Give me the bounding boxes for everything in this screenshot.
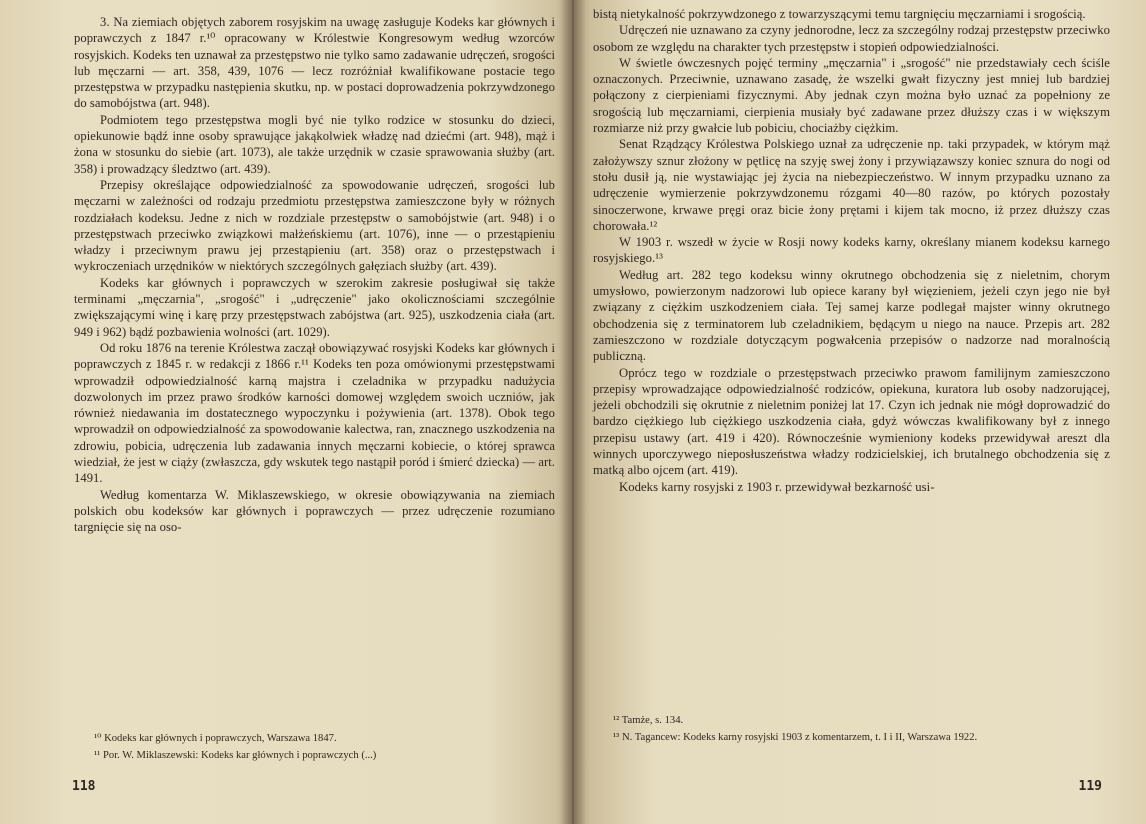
paragraph: Senat Rządzący Królestwa Polskiego uznał za udręczenie np. taki przypadek, w którym mąż założywszy sznur złożony w pętlicę na szyję swej żony i przywiązawszy koniec sznura do nogi od stołu dusił ją, nie wystawiając jej życia na niebezpieczeństwo. W innym przypadku uznano za udręczenie wymierzenie pokrzywdzonemu rózgami 40—80 razów, po których pozostały sinoczerwone, krwawe pręgi oraz bicie żony prętami i kijem tak mocno, iż przez dłuższy czas chorowała.¹² (593, 137, 1110, 233)
paragraph: W świetle ówczesnych pojęć terminy „męczarnia" i „srogość" nie przedstawiały cech ściśle oznaczonych. Przeciwnie, uznawano zasadę, że wszelki gwałt fizyczny jest mniej lub bardziej połączony z cierpieniami fizycznymi. Aby jednak czyn można było uznać za popełniony ze srogością lub męczarniami, cierpienia musiały być zadawane przez dłuższy czas i w większym rozmiarze niż przy gwałcie lub pobiciu, chociażby ciężkim. (593, 55, 1110, 136)
footnote: ¹¹ Por. W. Miklaszewski: Kodeks kar głównych i poprawczych (...) (94, 750, 377, 761)
left-page-body (74, 14, 555, 536)
paragraph: Według art. 282 tego kodeksu winny okrutnego obchodzenia się z nieletnim, chorym umysłowo, powierzonym nadzorowi lub opiece karany był więzieniem, jeżeli czyn jego nie był związany z ciężkim uszkodzeniem ciała. Tej samej karze podlegał majster winny okrutnego obchodzenia się z terminatorem lub czeladnikiem, będącym u niego na nauce. Przepis art. 282 zamieszczono w rozdziale dotyczącym pogwałcenia przepisów o nadzorze nad moralnością publiczną. (593, 267, 1110, 364)
page-number: 119 (1078, 779, 1102, 794)
paragraph: bistą nietykalność pokrzywdzonego z towarzyszącymi temu targnięciu męczarniami i srogością. (593, 7, 1086, 21)
paragraph: Od roku 1876 na terenie Królestwa zaczął obowiązywać rosyjski Kodeks kar głównych i poprawczych z 1845 r. w redakcji z 1866 r.¹¹ Kodeks ten poza omówionymi przestępstwami wprowadził odpowiedzialność karną majstra i czeladnika w przypadku nadużycia dozwolonych im przez prawo środków karności domowej względem swoich uczniów, jak również niedawania im dostatecznego wypoczynku i pożywienia (art. 1378). Obok tego wprowadził on odpowiedzialność za spowodowanie kalectwa, ran, znacznego uszkodzenia na zdrowiu, pobicia, udręczenia lub zadawania innych męczarni kobiecie, o której sprawca wiedział, że jest w ciąży (zwłaszcza, gdy wskutek tego nastąpił poród i śmierć dziecka) — art. 1491. (74, 340, 555, 486)
right-page (573, 0, 1146, 824)
page-number: 118 (72, 779, 96, 794)
right-page-footnotes (593, 712, 1110, 746)
footnote: ¹² Tamże, s. 134. (613, 715, 684, 726)
footnote: ¹³ N. Tagancew: Kodeks karny rosyjski 1903 z komentarzem, t. I i II, Warszawa 1922. (613, 732, 978, 743)
paragraph: Udręczeń nie uznawano za czyny jednorodne, lecz za szczególny rodzaj przestępstw przeciwko osobom ze względu na charakter tych przestępstw i stopień odpowiedzialności. (593, 23, 1110, 54)
paragraph: Według komentarza W. Miklaszewskiego, w okresie obowiązywania na ziemiach polskich obu kodeksów kar głównych i poprawczych — przez udręczenie rozumiano targnięcie się na oso- (74, 487, 555, 535)
footnote: ¹⁰ Kodeks kar głównych i poprawczych, Warszawa 1847. (94, 733, 337, 744)
left-page-footnotes (74, 730, 551, 764)
right-page-body (593, 6, 1110, 495)
paragraph: Przepisy określające odpowiedzialność za spowodowanie udręczeń, srogości lub męczarni w zależności od rodzaju przedmiotu przestępstwa zamieszczone były w różnych rozdziałach kodeksu. Jedne z nich w rozdziale przestępstw o samobójstwie (art. 948) i o przestępstwach przeciwko związkowi małżeńskiemu (art. 1076), inne — o przestąpieniu władzy i przeciwnym prawu jej przestąpieniu (art. 358) oraz o przestępstwach i wykroczeniach urzędników w niektórych szczególnych gałęziach służby (art. 439). (74, 177, 555, 274)
paragraph: W 1903 r. wszedł w życie w Rosji nowy kodeks karny, określany mianem kodeksu karnego rosyjskiego.¹³ (593, 235, 1110, 266)
paragraph: Kodeks karny rosyjski z 1903 r. przewidywał bezkarność usi- (619, 479, 935, 494)
paragraph: 3. Na ziemiach objętych zaborem rosyjskim na uwagę zasługuje Kodeks kar głównych i poprawczych z 1847 r.¹⁰ opracowany w Królestwie Kongresowym według wzorców rosyjskich. Kodeks ten uznawał za przestępstwo nie tylko samo zadawanie udręczeń, srogości lub męczarni — art. 358, 439, 1076 — lecz rozróżniał kwalifikowane postacie tego przestępstwa w przypadku następienia skutku, np. w postaci doprowadzenia pokrzywdzonego do samobójstwa (art. 948). (74, 15, 555, 111)
paragraph: Kodeks kar głównych i poprawczych w szerokim zakresie posługiwał się także terminami „męczarnia", „srogość" i „udręczenie" jako okolicznościami szczególnie zwiększającymi winę i karę przy przestępstwach zabójstwa (art. 925), uszkodzenia ciała (art. 949 i 962) bądź pozbawienia wolności (art. 1029). (74, 275, 555, 339)
paragraph: Podmiotem tego przestępstwa mogli być nie tylko rodzice w stosunku do dzieci, opiekunowie bądź inne osoby sprawujące jakąkolwiek władzę nad dziećmi (art. 948), mąż i żona w stosunku do siebie (art. 1073), ale także urzędnik w czasie sprawowania służby (art. 358) i prowadzący śledztwo (art. 439). (74, 112, 555, 176)
paragraph: Oprócz tego w rozdziale o przestępstwach przeciwko prawom familijnym zamieszczono przepisy wprowadzające odpowiedzialność rodziców, opiekuna, kuratora lub osoby nadzorującej, jeżeli obchodzili się okrutnie z nieletnim poniżej lat 17. Czyn ich jednak nie mógł doprowadzić do bardzo ciężkiego lub ciężkiego uszkodzenia ciała, gdyż wówczas kwalifikowany był z innego przepisu ustawy (art. 419 i 420). Równocześnie wymieniony kodeks przewidywał areszt dla winnych uporczywego nieposłuszeństwa władzy rodzicielskiej, ich brutalnego obchodzenia się z matką albo ojcem (art. 419). (593, 365, 1110, 478)
